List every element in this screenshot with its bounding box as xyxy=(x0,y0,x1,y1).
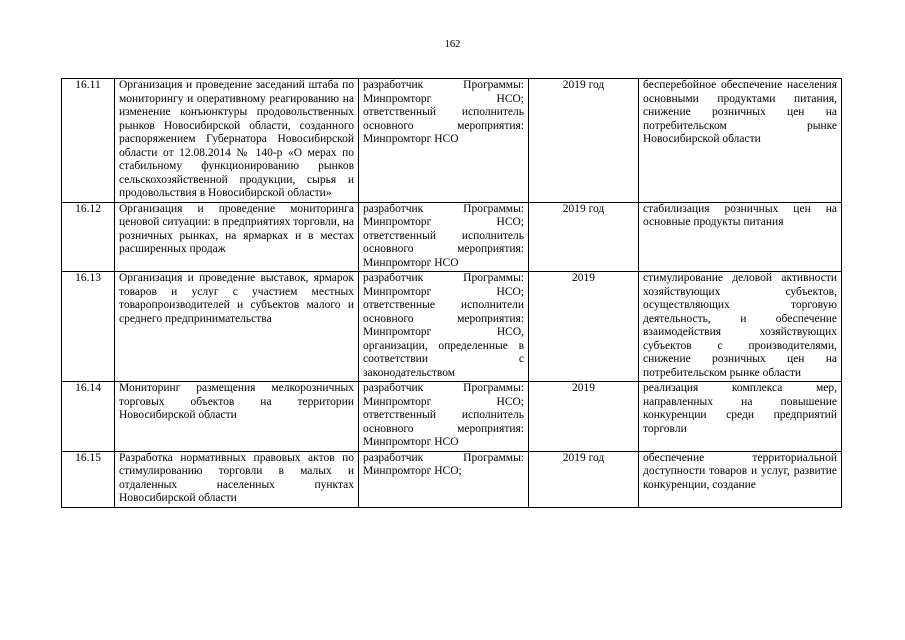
table-row xyxy=(62,202,842,272)
implementation-year: 2019 год xyxy=(529,79,639,203)
row-number: 16.14 xyxy=(62,382,115,452)
implementation-year: 2019 год xyxy=(529,451,639,507)
implementation-year: 2019 xyxy=(529,382,639,452)
row-number: 16.15 xyxy=(62,451,115,507)
event-description: Организация и проведение мониторинга ценовой ситуации: в предприятиях торговли, на розничных рынках, на ярмарках и в местах расширенных продаж xyxy=(115,202,359,272)
executor: разработчик Программы: Минпромторг НСО; xyxy=(359,451,529,507)
table-row xyxy=(62,451,842,507)
executor: разработчик Программы: Минпромторг НСО; ответственные исполнители основного мероприятия: Минпромторг НСО, организации, определенные в соответствии с законодательством xyxy=(359,272,529,382)
event-description: Мониторинг размещения мелкорозничных торговых объектов на территории Новосибирской области xyxy=(115,382,359,452)
expected-result: реализация комплекса мер, направленных на повышение конкуренции среди предприятий торговли xyxy=(639,382,842,452)
event-description: Организация и проведение заседаний штаба по мониторингу и оперативному реагированию на изменение конъюнктуры продовольственных рынков Новосибирской области, созданного распоряжением Губернатора Новосибирской области от 12.08.2014 № 140-р «О мерах по стабильному функционированию рынков сельскохозяйственной продукции, сырья и продовольствия в Новосибирской области» xyxy=(115,79,359,203)
event-description: Разработка нормативных правовых актов по стимулированию торговли в малых и отдаленных населенных пунктах Новосибирской области xyxy=(115,451,359,507)
expected-result: стабилизация розничных цен на основные продукты питания xyxy=(639,202,842,272)
measures-table xyxy=(61,78,842,508)
row-number: 16.13 xyxy=(62,272,115,382)
executor: разработчик Программы: Минпромторг НСО; ответственный исполнитель основного мероприятия: Минпромторг НСО xyxy=(359,202,529,272)
row-number: 16.12 xyxy=(62,202,115,272)
table-row xyxy=(62,272,842,382)
executor: разработчик Программы: Минпромторг НСО; ответственный исполнитель основного мероприятия: Минпромторг НСО xyxy=(359,382,529,452)
implementation-year: 2019 xyxy=(529,272,639,382)
table-row xyxy=(62,79,842,203)
executor: разработчик Программы: Минпромторг НСО; ответственный исполнитель основного мероприятия: Минпромторг НСО xyxy=(359,79,529,203)
table-row xyxy=(62,382,842,452)
expected-result: стимулирование деловой активности хозяйствующих субъектов, осуществляющих торговую деятельность, и обеспечение взаимодействия хозяйствующих субъектов с производителями, снижение розничных цен на потребительском рынке области xyxy=(639,272,842,382)
expected-result: бесперебойное обеспечение населения основными продуктами питания, снижение розничных цен на потребительском рынке Новосибирской области xyxy=(639,79,842,203)
page-number: 162 xyxy=(444,39,461,50)
expected-result: обеспечение территориальной доступности товаров и услуг, развитие конкуренции, создание xyxy=(639,451,842,507)
row-number: 16.11 xyxy=(62,79,115,203)
implementation-year: 2019 год xyxy=(529,202,639,272)
event-description: Организация и проведение выставок, ярмарок товаров и услуг с участием местных товаропроизводителей и субъектов малого и среднего предпринимательства xyxy=(115,272,359,382)
